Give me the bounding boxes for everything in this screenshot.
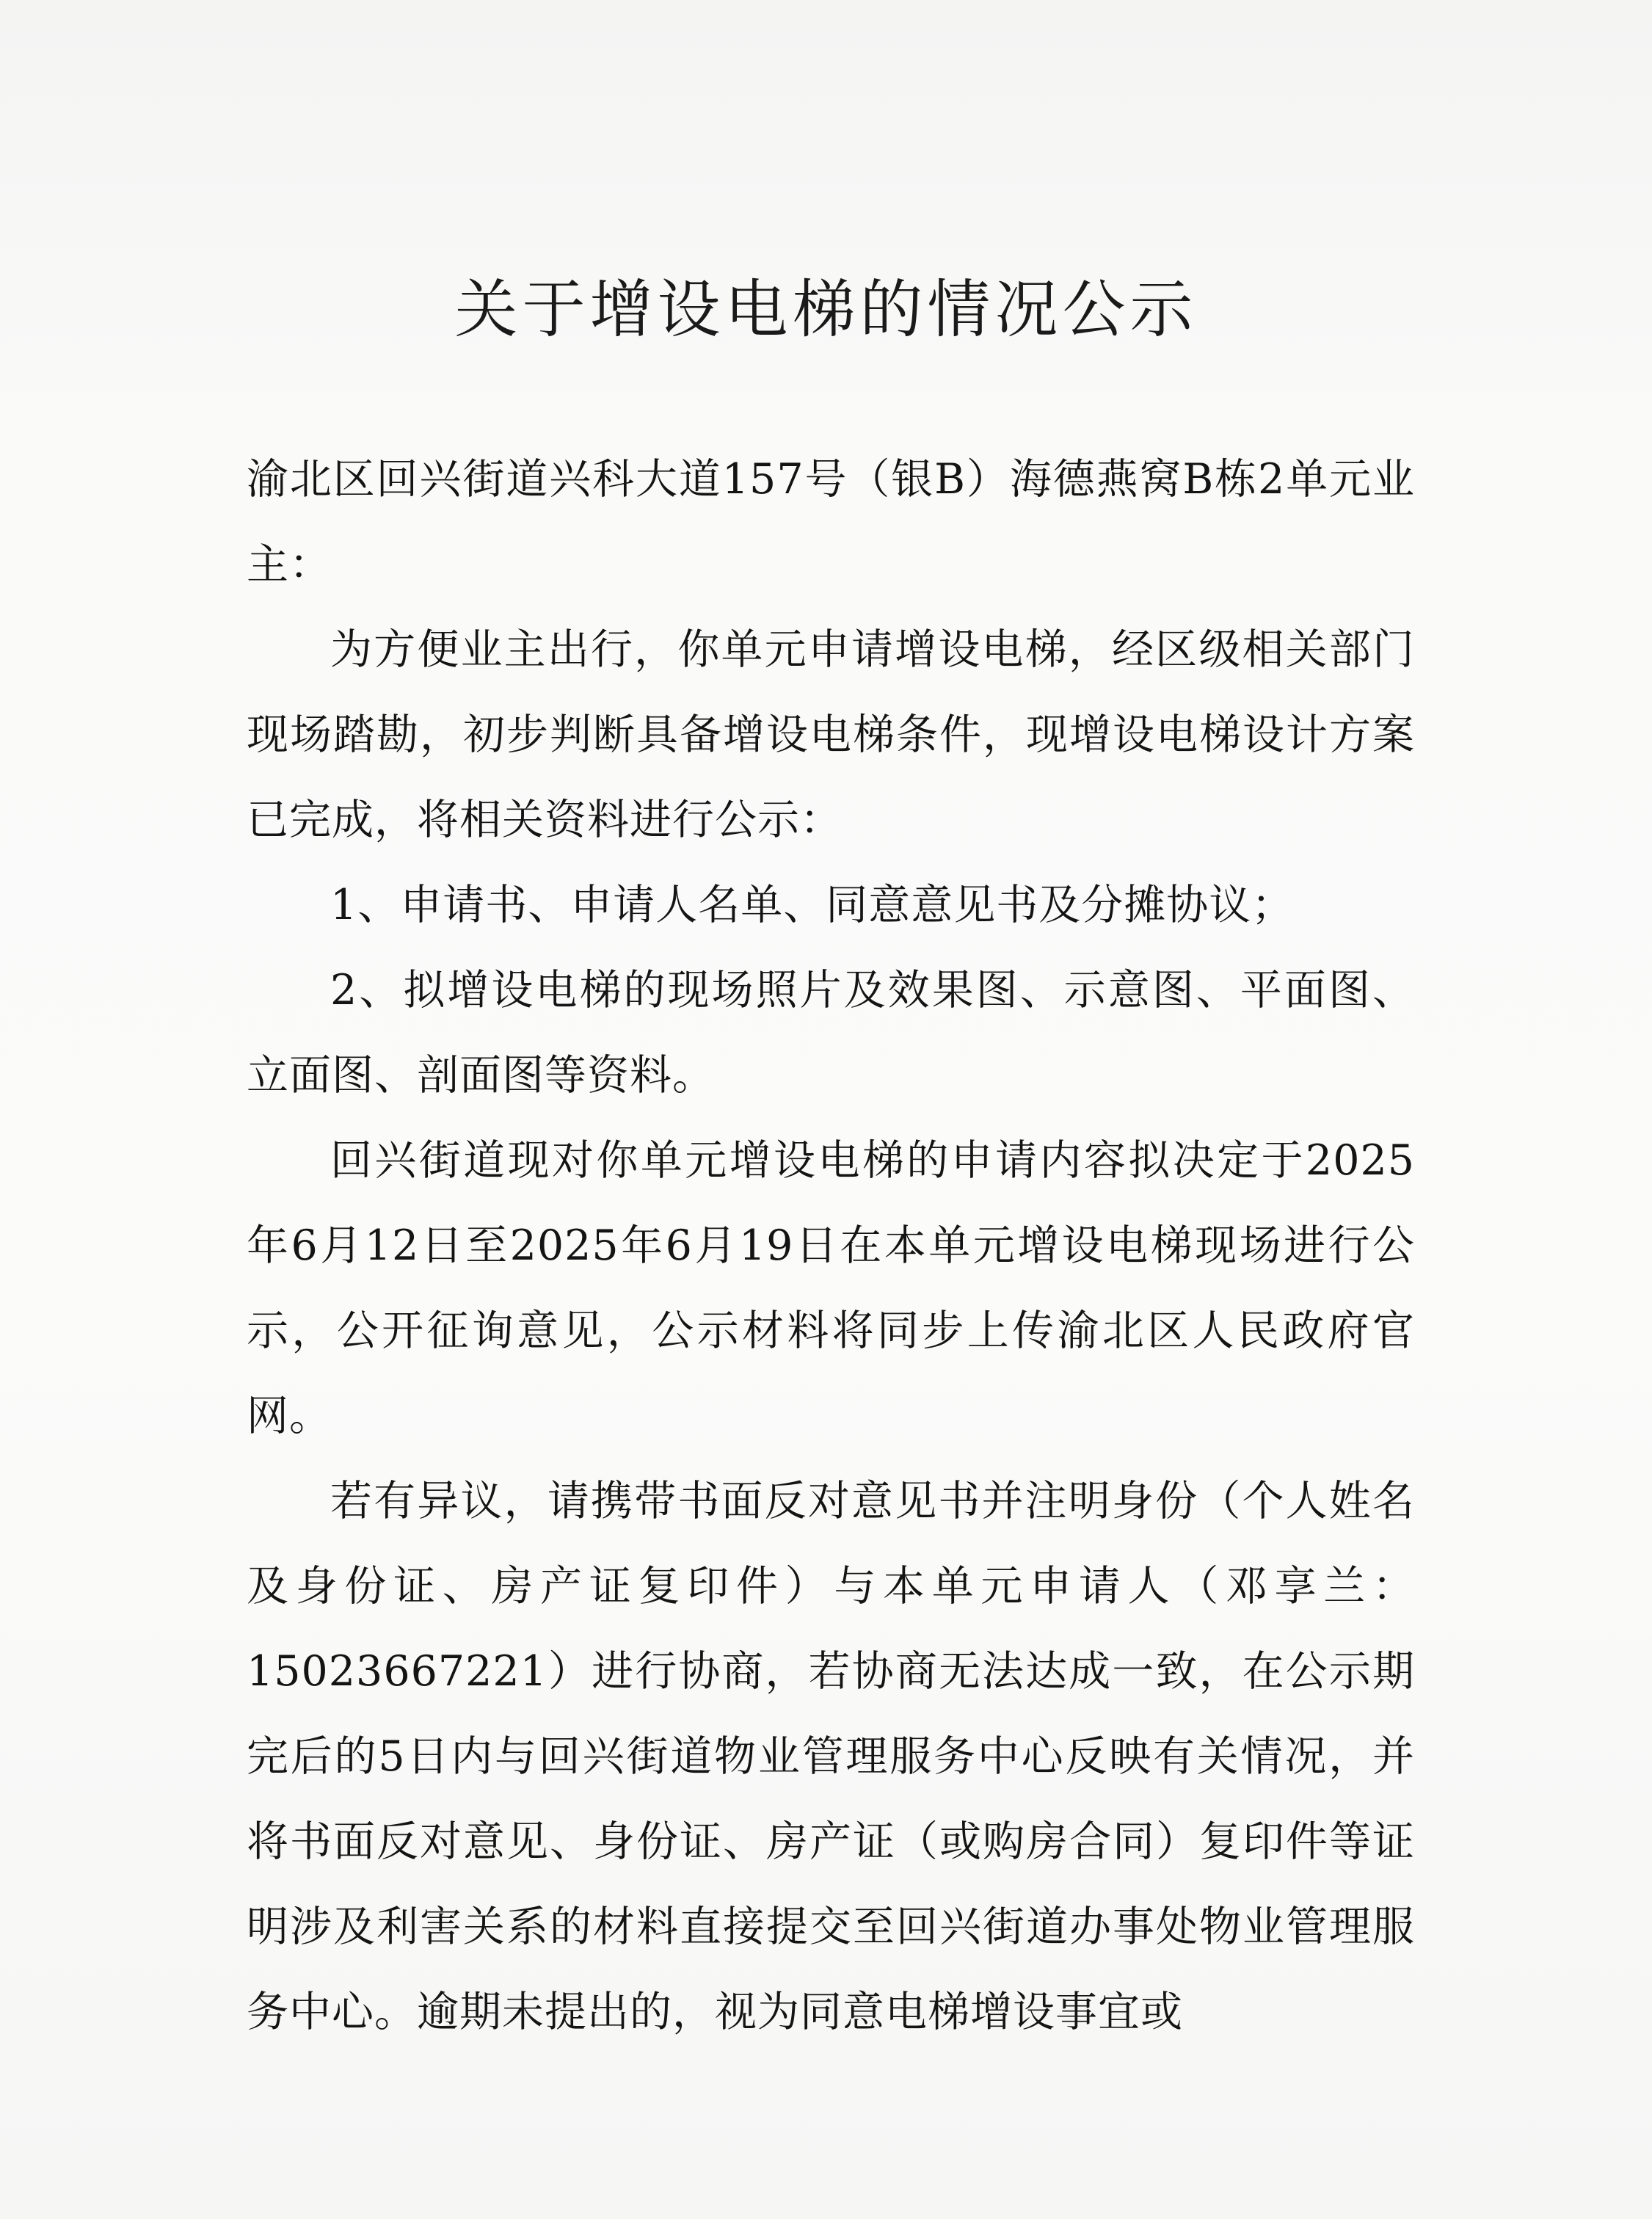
salutation: 渝北区回兴街道兴科大道157号（银B）海德燕窝B栋2单元业主： [247,455,1415,589]
paragraph-notice: 回兴街道现对你单元增设电梯的申请内容拟决定于2025年6月12日至2025年6月19日在本单元增设电梯现场进行公示，公开征询意见，公示材料将同步上传渝北区人民政府官网。 [247,1136,1415,1440]
list-item-2: 2、拟增设电梯的现场照片及效果图、示意图、平面图、立面图、剖面图等资料。 [247,966,1415,1100]
document-title: 关于增设电梯的情况公示 [454,273,1198,346]
document-body [247,437,1415,2055]
paragraph-intro: 为方便业主出行，你单元申请增设电梯，经区级相关部门现场踏勘，初步判断具备增设电梯条件，现增设电梯设计方案已完成，将相关资料进行公示： [247,625,1415,844]
paragraph-objection: 若有异议，请携带书面反对意见书并注明身份（个人姓名及身份证、房产证复印件）与本单元申请人（邓享兰：15023667221）进行协商，若协商无法达成一致，在公示期完后的5日内与回兴街道物业管理服务中心反映有关情况，并将书面反对意见、身份证、房产证（或购房合同）复印件等证明涉及利害关系的材料直接提交至回兴街道办事处物业管理服务中心。逾期未提出的，视为同意电梯增设事宜或 [247,1477,1415,2036]
list-item-1: 1、申请书、申请人名单、同意意见书及分摊协议； [330,881,1295,929]
